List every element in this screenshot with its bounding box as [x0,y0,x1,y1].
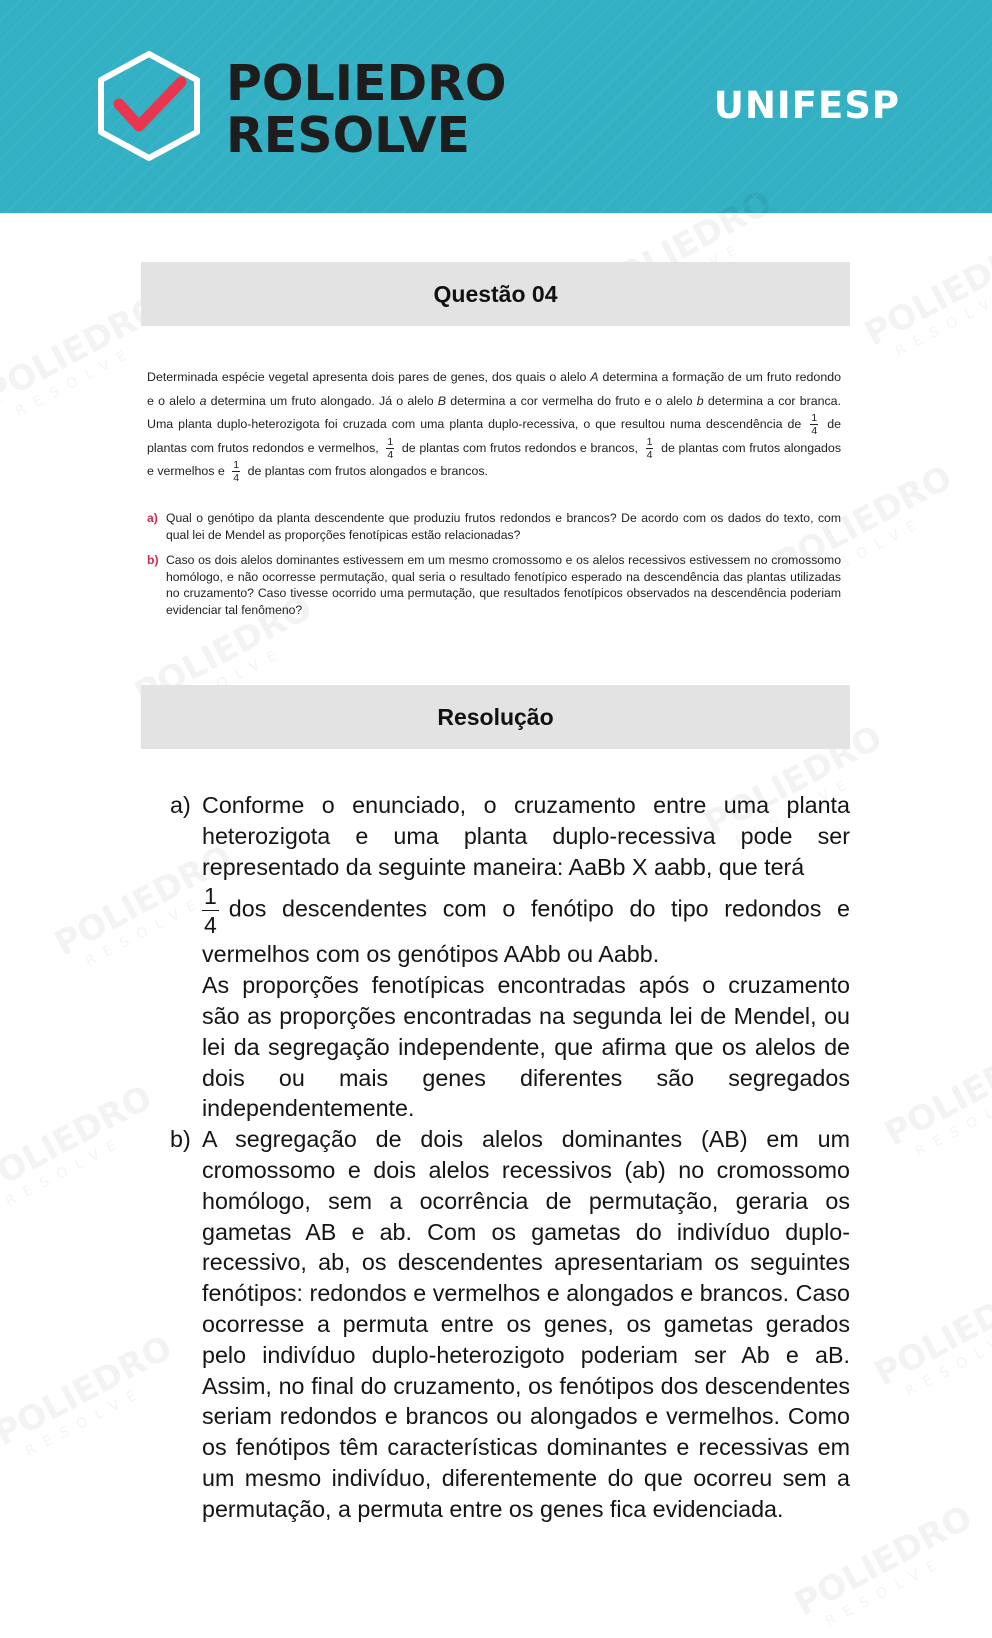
resolution-b-paragraph: A segregação de dois alelos dominantes (AB) em um cromossomo e dois alelos recessivos (ab) no cromossomo homólogo, sem a ocorrência de permutação, geraria os gametas AB e ab. Com os gametas do indivíduo duplo-recessivo, ab, os descendentes apresentariam os seguintes fenótipos: redondos e vermelhos e alongados e brancos. Caso ocorresse a permuta entre os genes, os gametas gerados pelo indivíduo duplo-heterozigoto poderiam ser Ab e aB. Assim, no final do cruzamento, os fenótipos dos descendentes seriam redondos e brancos ou alongados e vermelhos. Como os fenótipos têm características dominantes e recessivas em um mesmo indivíduo, diferentemente do que ocorreu sem a permutação, a permuta entre os genes fica evidenciada. [202,1126,850,1522]
resolution-a-fraction-line: $\frac{1}{4}$ dos descendentes com o fenótipo do tipo redondos e vermelhos com os genótipos AAbb ou Aabb. [202,883,850,968]
resolution-item-b [170,1124,850,1524]
watermark [858,228,992,369]
item-label: a) [147,511,158,525]
brand-logo-text [226,55,507,164]
resolution-a-paragraph-1: Conforme o enunciado, o cruzamento entre uma planta heterozigota e uma planta duplo-recessiva pode ser representado da seguinte maneira: AaBb X aabb, que terá [202,792,850,880]
item-text: Caso os dois alelos dominantes estivessem em um mesmo cromossomo e os alelos recessivos estivessem no cromossomo homólogo, e não ocorresse permutação, qual seria o resultado fenotípico esperado na descendência das plantas utilizadas no cruzamento? Caso tivesse ocorrido uma permutação, que resultados fenotípicos observados na descendência poderiam evidenciar tal fenômeno? [166,553,841,617]
watermark [0,1328,186,1469]
watermark [868,1268,992,1409]
item-label: b) [147,553,159,567]
watermark [878,1028,992,1169]
fraction: $\frac{1}{4}$ [387,435,394,461]
item-text: Qual o genótipo da planta descendente que produziu frutos redondos e brancos? De acordo com os dados do texto, com qual lei de Mendel as proporções fenotípicas estão relacionadas? [166,511,841,542]
item-label: b) [170,1126,191,1153]
question-title: Questão 04 [141,262,850,326]
question-items [147,510,841,627]
brand-line-2: RESOLVE [226,107,471,164]
header-band [0,0,992,213]
question-statement: Determinada espécie vegetal apresenta dois pares de genes, dos quais o alelo A determina a formação de um fruto redondo e o alelo a determina um fruto alongado. Já o alelo B determina a cor vermelha do fruto e o alelo b determina a cor branca. Uma planta duplo-heterozigota foi cruzada com uma planta duplo-recessiva, o que resultou numa descendência de $\frac{1}{4}$ de plantas com frutos redondos e vermelhos, $\frac{1}{4}$ de plantas com frutos redondos e brancos, $\frac{1}{4}$ de plantas com frutos alongados e vermelhos e $\frac{1}{4}$ de plantas com frutos alongados e brancos. [147,370,842,485]
fraction: $\frac{1}{4}$ [811,412,818,438]
item-label: a) [170,792,191,818]
resolution-item-a [170,790,850,1124]
fraction: $\frac{1}{4}$ [646,435,653,461]
brand-line-1: POLIEDRO [226,55,507,112]
question-item-a [147,510,841,543]
watermark [0,1078,166,1219]
resolution-title: Resolução [141,685,850,749]
resolution-a-paragraph-2: As proporções fenotípicas encontradas após o cruzamento são as proporções encontradas na segunda lei de Mendel, ou lei da segregação independente, que afirma que os alelos de dois ou mais genes diferentes são segregados independentemente. [202,972,850,1122]
question-item-b [147,552,841,618]
check-hexagon-icon [93,48,205,164]
institution-name: UNIFESP [713,84,900,127]
resolution-body [170,790,850,1525]
fraction: $\frac{1}{4}$ [204,883,217,939]
fraction: $\frac{1}{4}$ [233,459,240,485]
